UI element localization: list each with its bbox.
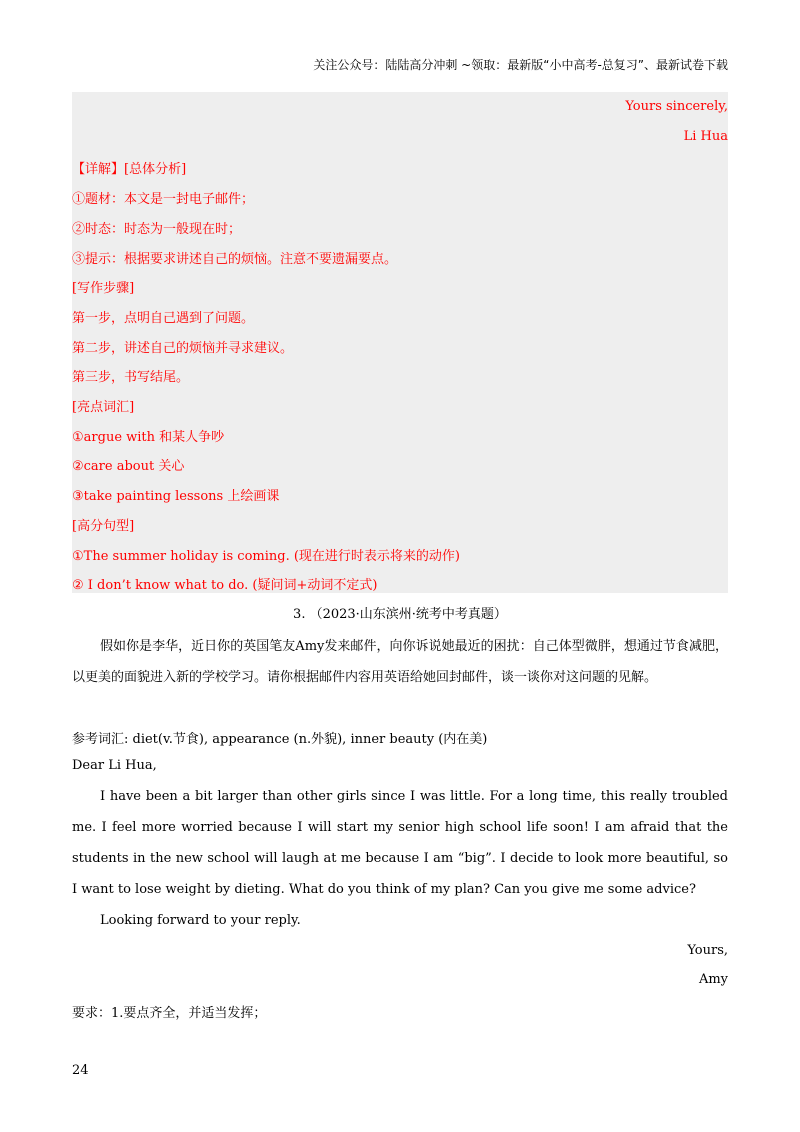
- page-header: 关注公众号：陆陆高分冲刺 ~领取：最新版“小中高考-总复习”、最新试卷下载: [313, 58, 728, 72]
- answer-line: [高分句型]: [72, 519, 135, 534]
- answer-line: ③提示：根据要求讲述自己的烦恼。注意不要遗漏要点。: [72, 252, 398, 267]
- answer-line: ②时态：时态为一般现在时；: [72, 222, 242, 237]
- question-heading: 3. （2023·山东滨州·统考中考真题）: [293, 607, 507, 622]
- vocab-hint: 参考词汇: diet(v.节食), appearance (n.外貌), inner beauty (内在美): [72, 732, 488, 747]
- letter-greeting: Dear Li Hua,: [72, 758, 157, 773]
- letter-closing: Yours,: [687, 943, 728, 958]
- answer-line: 第一步，点明自己遇到了问题。: [72, 311, 255, 326]
- answer-line: ②care about 关心: [72, 459, 185, 474]
- answer-line: ①The summer holiday is coming. (现在进行时表示将来的动作): [72, 549, 460, 564]
- answer-line: [写作步骤]: [72, 281, 135, 296]
- letter-body: I have been a bit larger than other girls since I was little. For a long time, this really troubled me. I feel more worried because I will start my senior high school life soon! I am afraid that the students in the new school will laugh at me because I am “big”. I decide to look more beautiful, so I want to lose weight by dieting. What do you think of my plan? Can you give me some advice?: [72, 789, 728, 897]
- answer-line: [亮点词汇]: [72, 400, 135, 415]
- question-prompt: 假如你是李华，近日你的英国笔友Amy发来邮件，向你诉说她最近的困扰：自己体型微胖，想通过节食减肥，以更美的面貌进入新的学校学习。请你根据邮件内容用英语给她回封邮件，谈一谈你对这问题的见解。: [72, 639, 728, 685]
- answer-line: ② I don’t know what to do. (疑问词+动词不定式): [72, 578, 378, 593]
- answer-line: ③take painting lessons 上绘画课: [72, 489, 280, 504]
- answer-line: ①argue with 和某人争吵: [72, 430, 225, 445]
- answer-signature: Li Hua: [683, 129, 728, 144]
- answer-line: ①题材：本文是一封电子邮件；: [72, 192, 255, 207]
- answer-line: 第二步，讲述自己的烦恼并寻求建议。: [72, 341, 294, 356]
- letter-signature: Amy: [698, 972, 728, 987]
- page-number: 24: [72, 1063, 89, 1078]
- answer-line: 第三步，书写结尾。: [72, 370, 190, 385]
- letter-looking-forward: Looking forward to your reply.: [100, 913, 301, 928]
- answer-closing: Yours sincerely,: [625, 99, 728, 114]
- answer-line: 【详解】[总体分析]: [72, 162, 187, 177]
- requirements: 要求：1.要点齐全，并适当发挥；: [72, 1006, 267, 1021]
